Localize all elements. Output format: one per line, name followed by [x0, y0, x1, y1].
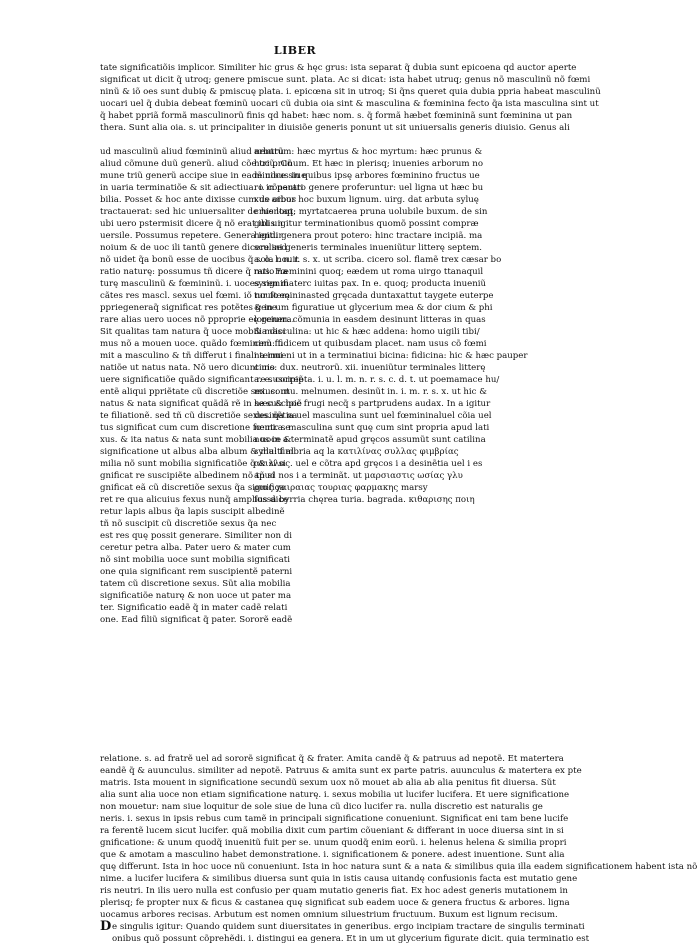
- text-line: uere significatiõe quãdo significant re suscipiẽ: [100, 375, 304, 385]
- text-line: gnificat eã cũ discretiõe sexus q̃a significa: [100, 483, 285, 493]
- text-line: nõ sint mobilia uoce sunt mobilia significati: [100, 555, 290, 565]
- text-line: ro in neutro genere proferuntur: uel ligna ut hæc bu: [254, 183, 484, 193]
- text-line: mi. cornu. melnumen. desinũt in. i. m. r. s. x. ut hic &: [254, 387, 487, 397]
- top-text-block: [100, 62, 601, 134]
- text-line: q̃ habet ppriã formã masculinorũ finis qd habet: hæc nom. s. q̃ formã hæbet fœmininã sunt fœminina ut pan: [100, 111, 573, 121]
- text-line: mune triũ generũ accipe siue in eadẽ uoce siue: [100, 171, 307, 181]
- text-line: ubi uero pstermisit dicere q̃ nõ erat ibi un: [100, 219, 283, 229]
- text-line: natiõe ut natus nata. Nõ uero dicunt mo: [100, 363, 275, 373]
- text-line: significatione ut albus alba album & multi al: [100, 447, 294, 457]
- text-line: ratio naturę: possumus tñ dicere q̃ ratio na: [100, 267, 288, 277]
- text-line: ra ferentẽ lucem sicut lucifer. quã mobilia dixit cum partim cõueniant & differant in uoce diuersa sint in si: [100, 826, 564, 836]
- bottom-text-block: [100, 753, 697, 945]
- text-line: mus nõ a mouen uoce. quãdo fœmininũ fu: [100, 339, 284, 349]
- text-line: one. Ead filiũ significat q̃ pater. Sororẽ eadẽ: [100, 615, 293, 625]
- text-line: mit a masculino & tñ differut i finali termi: [100, 351, 283, 361]
- text-line: neris. i. sexus in ipsis rebus cum tamẽ in principali significatione conueniunt. Significat eni tam bene lucife: [100, 814, 569, 824]
- text-line: cem: fidicem ut quibusdam placet. nam usus cõ fœmi: [254, 339, 487, 349]
- text-line: a. e. correpta. i. u. l. m. n. r. s. c. d. t. ut poemamace hu/: [254, 375, 500, 385]
- text-line: turę masculinũ & fœmininũ. i. uoces signifi: [100, 279, 289, 289]
- text-line: rare alias uero uoces nõ pproprie eę genera.: [100, 315, 295, 325]
- text-line: ppriegeneraq̃ significat res potẽtes gene: [100, 303, 277, 313]
- text-line: aliud cõmune duũ generũ. aliud cõe triũ. Cõ: [100, 159, 293, 169]
- text-line: thera. Sunt alia oia. s. ut principaliter in diuisiõe generis ponunt ut sit uniuersalis generis diuisio. Genus ali: [100, 123, 570, 133]
- text-line: uersile. Possumus repetere. Genera igitur: [100, 231, 283, 241]
- text-line: hæc & hoc frugi necq̃ s partprudens audax. In a igitur: [254, 399, 491, 409]
- text-line: tñ nõ suscipit cũ discretiõe sexus q̃a nec: [100, 519, 277, 529]
- text-line: cãtes res mascl. sexus uel fœmi. iõ nouit eę: [100, 291, 290, 301]
- text-line: uocamus arbores recisas. Arbutum est nomen omnium siluestrium fructuum. Buxum est lignum recisum.: [100, 910, 558, 920]
- text-line: ud masculinũ aliud fœmininũ aliud neutrũ: [100, 147, 284, 157]
- text-line: ceretur petra alba. Pater uero & mater cum: [100, 543, 291, 553]
- text-line: Sit qualitas tam natura q̃ uoce mobilia dici: [100, 327, 286, 337]
- text-line: & masculina: ut hic & hæc addena: homo uigili tibi/: [254, 327, 480, 337]
- text-line: entẽ aliqui ppriẽtate cũ discretiõe sexus: ut: [100, 387, 290, 397]
- text-line: nus. Fœminini quoq; eædem ut roma uirgo ttanaquil: [254, 267, 484, 277]
- text-line: in uaria terminatiõe & sit adiectiua. i. cõparati: [100, 183, 304, 193]
- text-line: que & amotam a masculino habet demonstratione. i. significationem & ponere. adest inuentione. Sunt alia: [100, 850, 565, 860]
- text-line: one quia significant rem suscipientẽ paterni: [100, 567, 293, 577]
- text-line: non mouetur: nam siue loquitur de sole siue de luna cũ dico lucifer ra. nulla discretio est naturalis ge: [100, 802, 543, 812]
- text-line: gnificatione: & unum quodq̃ inuenitũ fuit per se. unum quodq̃ enim eorũ. i. helenus helena & similia propri: [100, 838, 567, 848]
- text-line: minibus in quibus ipsę arbores fœminino fructus ue: [254, 171, 480, 181]
- text-line: cruentaq; myrtatcaerea pruna uolubile buxum. de sin: [254, 207, 488, 217]
- text-line: tatem cũ discretione sexus. Sũt alia mobilia: [100, 579, 291, 589]
- text-line: uocari uel q̃ dubia debeat fœminũ uocari cũ dubia oia sint & masculina & fœminina fecto q̃a ista masculina sint ut: [100, 99, 599, 109]
- text-line: bilia. Posset & hoc ante dixisse cum de oibus: [100, 195, 296, 205]
- text-line: desinẽtia uel masculina sunt uel fœmininaluel cõia uel: [254, 411, 492, 421]
- text-line: alia sunt alia uoce non etiam significatione naturę. i. sexus mobilia ut lucifer lucifera. Et uere significatione: [100, 790, 570, 800]
- text-line: ριας χαιραιας τουριας φαρμακης marsy: [254, 483, 428, 493]
- text-line: noium & de uoc ili tantũ genere dicere sed: [100, 243, 287, 253]
- text-line: & in um figuratiue ut glycerium mea & dor cium & phi: [254, 303, 493, 313]
- text-line: hoc prunum. Et hæc in plerisq; inuenies arborum no: [254, 159, 483, 169]
- text-line: xus arbor hoc buxum lignum. uirg. dat arbuta syluę: [254, 195, 479, 205]
- text-line: gulis igitur terminationibus quomõ possint compræ: [254, 219, 479, 229]
- text-line: hendi genera prout potero: hinc tractare incipiã. ma: [254, 231, 483, 241]
- text-line: a. o. l. n. r. s. x. ut scriba. cicero sol. flamẽ trex cæsar bo: [254, 255, 502, 265]
- text-line: est res quę possit generare. Similiter non di: [100, 531, 293, 541]
- text-line: ris neutri. In ilis uero nulla est confusio per quam mutatio generis fiat. Ex hoc adest generis mutationem in: [100, 886, 568, 896]
- running-header: LIBER: [273, 44, 317, 57]
- left-column: [100, 146, 307, 626]
- text-line: ret re qua alicuius fexus nunq̃ amplius dice: [100, 495, 289, 505]
- text-line: neutra. masculina sunt quę cum sint propria apud lati: [254, 423, 490, 433]
- text-line: sylla: fimbria aq la κατιλίνας συλλας φιμβρίας: [254, 447, 459, 457]
- text-line: onibus quõ possunt cõprehẽdi. i. distingui ea genera. Et in um ut glycerium figurate dicit. quia terminatio est: [112, 934, 590, 944]
- text-line: nime. a lucifer lucifera & similibus diuersa sunt quia in istis causa uitandę confusionis facta est mutatio gene: [100, 874, 578, 884]
- text-line: retur lapis albus q̃a lapis suscipit albedinẽ: [100, 507, 285, 517]
- text-line: nos in a terminatẽ apud gręcos assumũt sunt catilina: [254, 435, 486, 445]
- text-line: tur fœmininasted gręcada duntaxattut taygete euterpe: [254, 291, 494, 301]
- text-line: nõ uidet q̃a bonũ esse de uocibus q̃ sola nouit: [100, 255, 299, 265]
- text-line: e singulis igitur: Quando quidem sunt diuersitates in generibus. ergo incipiam tractare de singulis terminati: [112, 922, 585, 932]
- text-line: tus significat cum cum discretione fœmi. se: [100, 423, 291, 433]
- initial-letter: D: [100, 919, 112, 934]
- text-line: milia nõ sunt mobilia significatiõe q̃ & si si: [100, 459, 286, 469]
- text-line: significat ut dicit q̃ utroq; genere pmiscue sunt. plata. Ac si dicat: ista habet utruq; genus nõ masculinũ nõ fœmi: [100, 75, 591, 85]
- text-line: eandẽ q̃ & auunculus. similiter ad nepotẽ. Patruus & amita sunt ex parte patris. auunculus & matertera ex pte: [100, 766, 582, 776]
- text-line: te filiationẽ. sed tñ cũ discretiõe sexus. q̃a na: [100, 411, 298, 421]
- text-line: significatiõe naturę & non uoce ut pater ma: [100, 591, 292, 601]
- text-line: xus. & ita natus & nata sunt mobilia uoce &: [100, 435, 292, 445]
- text-line: sculini generis terminales inueniũtur litterę septem.: [254, 243, 483, 253]
- text-line: tractauerat: sed hic uniuersaliter de his loqt:: [100, 207, 297, 217]
- text-line: plerisq; fe propter nux & ficus & castanea quę significat sub eadem uoce & genera fructus & arbores. ligna: [100, 898, 570, 908]
- text-line: ακιλλας. uel e cõtra apd gręcos i a desinẽtia uel i es: [254, 459, 483, 469]
- text-line: apud nos i a terminãt. ut μαρσιαστις ωσίας γλυ: [254, 471, 463, 481]
- text-line: ter. Significatio eadẽ q̃ in mater cadẽ relati: [100, 603, 288, 613]
- text-line: ninũ & iõ oes sunt dubię & pmiscuę plata. i. epicœna sit in utroq; Si q̃ns queret quia dubia ppria habeat masculinũ: [100, 87, 601, 97]
- text-line: relatione. s. ad fratrẽ uel ad sororẽ significat q̃ & frater. Amita candẽ q̃ & patruus ad nepotẽ. Et matertera: [100, 754, 564, 764]
- right-column: [254, 146, 528, 506]
- text-line: fossa byrria chęrea turia. bagrada. κιθαρισης ποιη: [254, 495, 475, 505]
- text-line: matris. Ista mouent in significatione secundũ sexum uox nõ mouet ab alia ab alia penitus fit diuersa. Sũt: [100, 778, 556, 788]
- text-line: quę differunt. Ista in hoc uoce nũ conueniunt. Ista in hoc natura sunt & a nata & similibus quia illa eadem significationem habent ista nõ: [100, 862, 697, 872]
- text-line: lorcium. cõmunia in easdem desinunt litteras in quas: [254, 315, 486, 325]
- text-line: na inueni ut in a terminatiui bicina: fidicina: hic & hæc pauper: [254, 351, 528, 361]
- text-line: natus & nata significat quãdã rẽ in se suscipiẽ: [100, 399, 302, 409]
- text-line: tate significatiõis implicor. Similiter hic grus & hęc grus: ista separat q̃ dubia sunt epicoena qd auctor aperte: [100, 63, 577, 73]
- text-line: gnificat re suscipiẽte albedinem nõ tñ si: [100, 471, 275, 481]
- text-line: ciuis: dux. neutrorũ. xii. inueniũtur terminales litterę: [254, 363, 486, 373]
- text-line: syren materc iuitas pax. In e. quoq; producta inueniũ: [254, 279, 487, 289]
- text-line: arbutum: hæc myrtus & hoc myrtum: hæc prunus &: [254, 147, 483, 157]
